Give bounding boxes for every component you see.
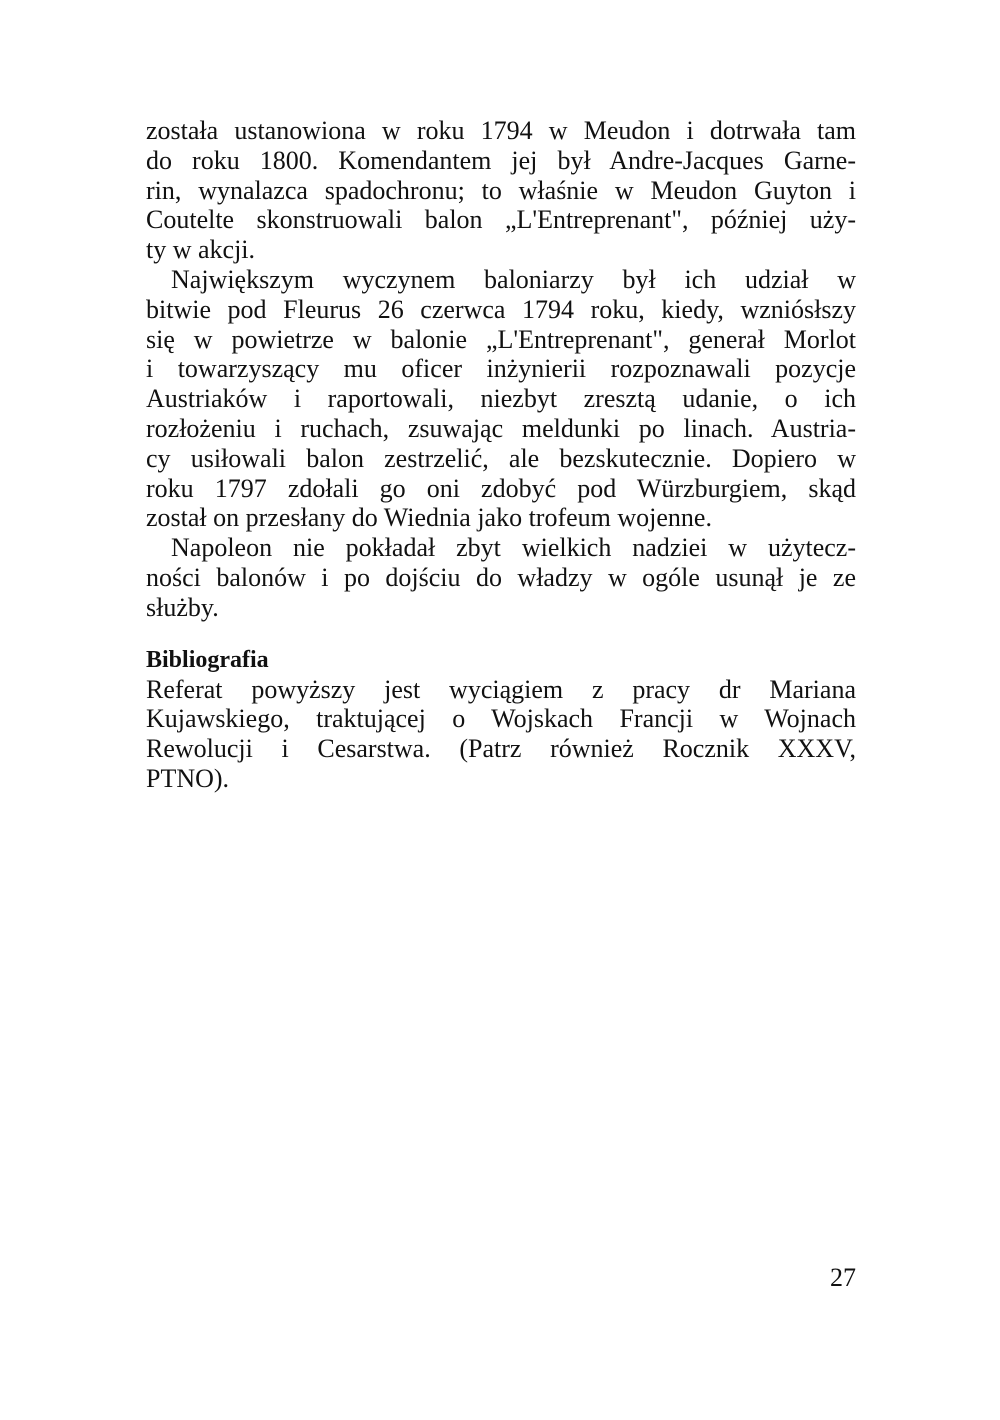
page-number: 27 [830,1263,856,1292]
text-line: bitwie pod Fleurus 26 czerwca 1794 roku, kiedy, wzniósłszy [146,294,856,324]
text-line: się w powietrze w balonie „L'Entreprenant", generał Morlot [146,324,856,354]
text-line: służby. [146,592,219,622]
text-line: Napoleon nie pokładał zbyt wielkich nadziei w użytecz- [171,533,856,563]
text-line: Austriaków i raportowali, niezbyt zresztą udanie, o ich [146,384,856,414]
text-line: cy usiłowali balon zestrzelić, ale bezskutecznie. Dopiero w [146,443,856,473]
text-line: został on przesłany do Wiednia jako trofeum wojenne. [146,503,712,533]
text-line: została ustanowiona w roku 1794 w Meudon i dotrwała tam [146,116,856,145]
text-line: rozłożeniu i ruchach, zsuwając meldunki po linach. Austria- [146,413,856,443]
text-line: PTNO). [146,763,230,793]
text-line: do roku 1800. Komendantem jej był Andre-Jacques Garne- [146,145,856,175]
text-line: ności balonów i po dojściu do władzy w ogóle usunął je ze [146,562,856,592]
paragraph-3 [146,533,856,622]
text-line: Coutelte skonstruowali balon „L'Entreprenant", później uży- [146,205,856,235]
page-text [146,116,856,794]
text-line: roku 1797 zdołali go oni zdobyć pod Würzburgiem, skąd [146,473,856,503]
text-line: Największym wyczynem baloniarzy był ich udział w [171,264,856,294]
paragraph-2 [146,265,856,533]
bibliography-heading: Bibliografia [146,646,269,673]
text-line: Kujawskiego, traktującej o Wojskach Francji w Wojnach [146,704,856,734]
text-line: Rewolucji i Cesarstwa. (Patrz również Rocznik XXXV, [146,734,856,764]
text-line: Referat powyższy jest wyciągiem z pracy dr Mariana [146,674,856,704]
paragraph-1 [146,116,856,265]
text-line: i towarzyszący mu oficer inżynierii rozpoznawali pozycje [146,354,856,384]
text-line: ty w akcji. [146,235,256,265]
bibliography-section [146,645,856,794]
text-line: rin, wynalazca spadochronu; to właśnie w Meudon Guyton i [146,175,856,205]
